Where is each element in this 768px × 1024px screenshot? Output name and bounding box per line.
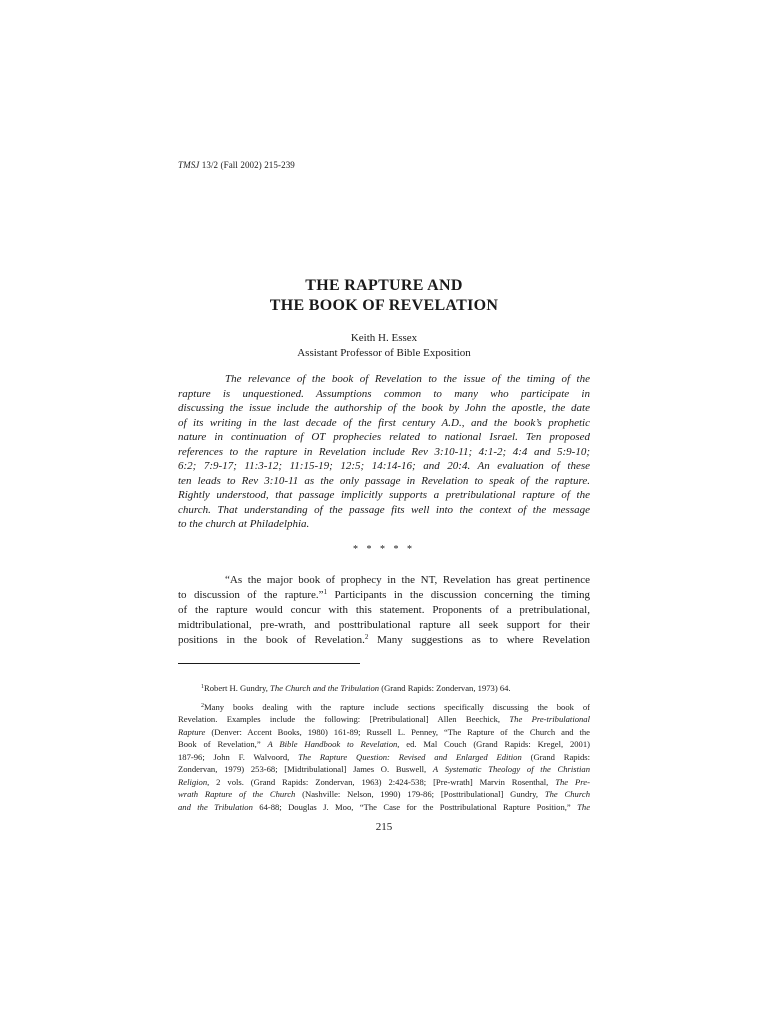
abstract-line: 6:2; 7:9-17; 11:3-12; 11:15-19; 12:5; 14:14-16; and 20:4. An evaluation of these <box>178 460 590 472</box>
footnote-text: Robert H. Gundry, <box>204 683 271 693</box>
footnote-text: Book of Revelation,” <box>178 739 268 749</box>
footnote-2-line <box>178 726 590 739</box>
body-line: midtribulational, pre-wrath, and posttribulational rapture all seek support for their <box>178 619 590 631</box>
page-number: 215 <box>375 821 393 833</box>
footnote-title: Religion <box>178 776 208 787</box>
abstract-line: references to the rapture in Revelation include Rev 3:10-11; 4:1-2; 4:4 and 5:9-10; <box>178 445 590 458</box>
footnote-title: Rapture <box>178 726 206 737</box>
issue-info: 13/2 (Fall 2002) 215-239 <box>199 160 295 170</box>
footnote-title: A Bible Handbook to Revelation <box>267 739 398 749</box>
footnote-mark: 2 <box>201 702 204 709</box>
footnote-title: The Pre-tribulational <box>509 714 590 724</box>
footnote-ref-1[interactable]: 1 <box>323 588 328 596</box>
abstract-line: Rightly understood, that passage implicitly supports a pretribulational rapture of the <box>178 489 590 501</box>
footnote-ref-2[interactable]: 2 <box>364 633 369 641</box>
footnote-title: wrath Rapture of the Church <box>178 789 296 799</box>
running-head <box>178 160 295 170</box>
footnote-2-line <box>178 788 590 801</box>
body-text-span: to discussion of the rapture.” <box>178 589 324 601</box>
footnote-2-line <box>178 713 590 726</box>
footnote-title: The Rapture Question: Revised and Enlarged Edition <box>298 751 522 762</box>
author-name: Keith H. Essex <box>350 332 418 344</box>
abstract-line: of its writing in the last decade of the first century A.D., and the book’s prophetic <box>178 416 590 429</box>
footnote-2-line <box>178 751 590 764</box>
abstract-line: discussing the issue include the authorship of the book by John the apostle, the date <box>178 402 590 414</box>
footnote-text: Revelation. Examples include the following: [Pretribulational] Allen Beechick, <box>178 714 510 724</box>
footnote-text: (Grand Rapids: Zondervan, 1973) 64. <box>379 683 511 693</box>
abstract-line: church. That understanding of the passage fits well into the context of the message <box>178 503 590 516</box>
section-separator: * * * * * <box>353 544 415 555</box>
footnote-2-line <box>178 801 590 814</box>
article-title <box>0 276 768 316</box>
body-line: of the rapture would concur with this statement. Proponents of a pretribulational, <box>178 604 590 616</box>
footnote-1 <box>178 682 590 695</box>
title-line-1: THE RAPTURE AND <box>305 277 463 294</box>
body-line <box>178 633 590 648</box>
abstract-line: nature in continuation of OT prophecies related to national Israel. Ten proposed <box>178 431 590 443</box>
footnote-2-line <box>178 701 590 714</box>
author-block <box>0 331 768 361</box>
body-text-span: Many suggestions as to where Revelation <box>368 634 590 646</box>
footnote-text: Many books dealing with the rapture include sections specifically discussing the book of <box>204 701 590 712</box>
footnote-title: A Systematic Theology of the Christian <box>432 764 591 774</box>
footnote-text: (Grand Rapids: <box>521 751 590 762</box>
body-paragraph <box>178 573 590 648</box>
footnote-title: The <box>577 801 591 812</box>
footnote-2-line <box>178 763 590 776</box>
footnote-divider <box>178 663 360 664</box>
footnote-mark: 1 <box>201 684 204 690</box>
body-line: “As the major book of prophecy in the NT, Revelation has great pertinence <box>225 574 590 586</box>
footnote-title: The Church <box>544 789 590 799</box>
body-text-span: positions in the book of Revelation. <box>178 634 365 646</box>
footnote-title: The Church and the Tribulation <box>270 683 380 693</box>
footnote-text: (Nashville: Nelson, 1990) 179-86; [Posttribulational] Gundry, <box>295 789 545 799</box>
footnote-2-line <box>178 738 590 751</box>
footnote-title: The Pre- <box>555 776 590 787</box>
abstract-line: The relevance of the book of Revelation to the issue of the timing of the <box>225 373 590 385</box>
abstract-line: rapture is unquestioned. Assumptions common to many who participate in <box>178 387 590 400</box>
abstract-line: ten leads to Rev 3:10-11 as the only passage in Revelation to speak of the rapture. <box>178 474 590 487</box>
footnote-text: , 2 vols. (Grand Rapids: Zondervan, 1963) 2:424-538; [Pre-wrath] Marvin Rosenthal, <box>207 776 556 787</box>
footnote-2-line <box>178 776 590 789</box>
journal-abbreviation: TMSJ <box>178 160 200 170</box>
body-line <box>178 588 590 603</box>
author-position: Assistant Professor of Bible Exposition <box>297 347 471 359</box>
footnote-text: Zondervan, 1979) 253-68; [Midtribulational] James O. Buswell, <box>178 764 433 774</box>
footnote-text: , ed. Mal Couch (Grand Rapids: Kregel, 2001) <box>397 739 591 749</box>
footnote-text: 187-96; John F. Walvoord, <box>178 751 299 762</box>
footnote-text: (Denver: Accent Books, 1980) 161-89; Russell L. Penney, “The Rapture of the Church and the <box>205 726 590 737</box>
title-line-2: THE BOOK OF REVELATION <box>269 297 499 314</box>
footnote-title: and the Tribulation <box>178 801 253 812</box>
abstract <box>178 372 590 532</box>
body-text-span: Participants in the discussion concerning the timing <box>327 589 591 601</box>
footnotes <box>178 682 590 813</box>
abstract-line: to the church at Philadelphia. <box>178 518 310 530</box>
footnote-text: 64-88; Douglas J. Moo, “The Case for the Posttribulational Rapture Position,” <box>252 801 578 812</box>
